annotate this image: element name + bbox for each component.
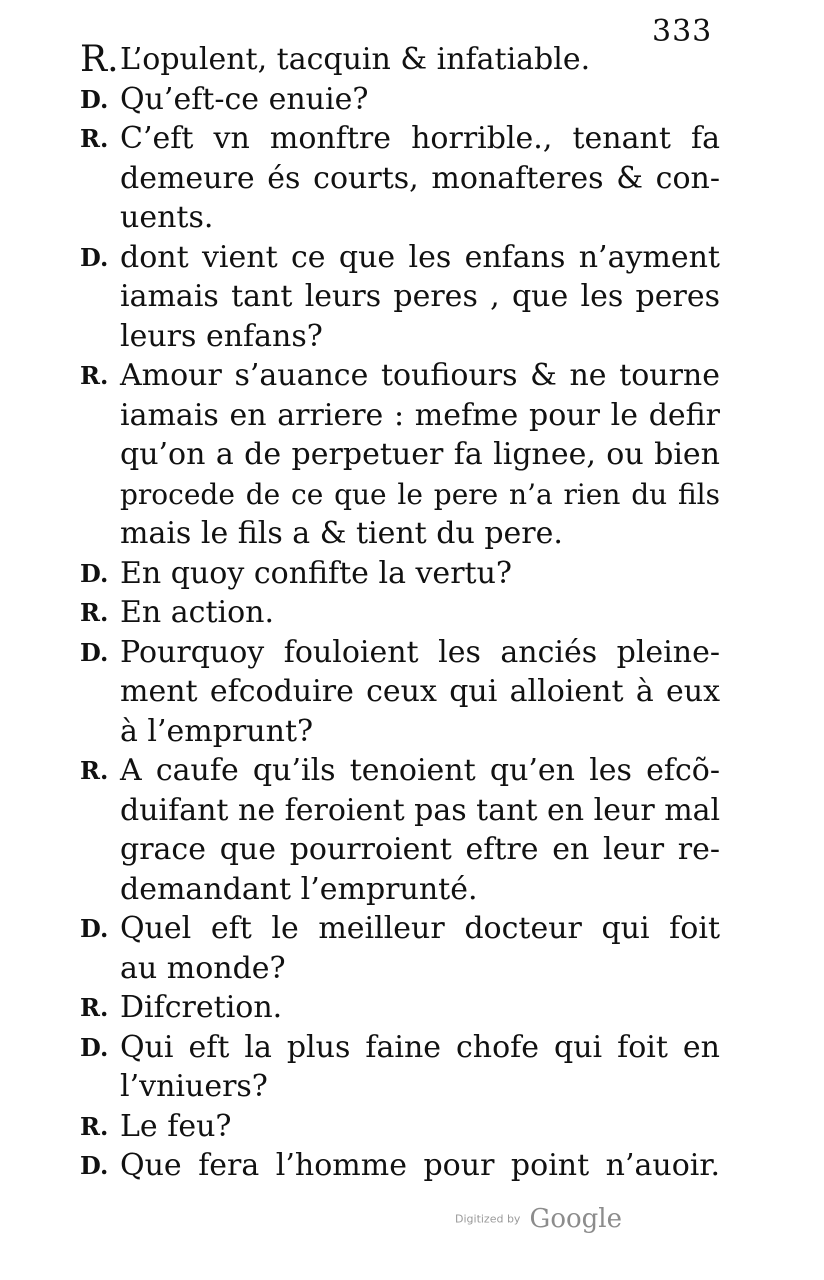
speaker-marker: R. xyxy=(80,124,109,153)
speaker-marker: D. xyxy=(80,1032,109,1062)
speaker-marker: R. xyxy=(80,598,109,627)
dialogue-entry xyxy=(80,80,720,120)
text-line: uents. xyxy=(120,200,214,235)
digitized-by-label: Digitized by xyxy=(455,1212,521,1226)
speaker-marker: R. xyxy=(80,1111,109,1141)
dialogue-entry xyxy=(80,1107,720,1147)
text-line: Qui eft la plus faine chofe qui foit en xyxy=(120,1029,720,1065)
text-line: qu’on a de perpetuer fa lignee, ou bien xyxy=(120,437,720,472)
dialogue-text xyxy=(80,40,720,1186)
text-line: En quoy confifte la vertu? xyxy=(120,555,512,591)
text-line: l’vniuers? xyxy=(120,1069,268,1104)
text-line: demandant l’emprunté. xyxy=(120,871,478,907)
text-line: demeure és courts, monafteres & con- xyxy=(120,160,720,196)
text-line: iamais en arriere : mefme pour le defir xyxy=(120,397,720,433)
speaker-marker: D. xyxy=(80,1151,109,1180)
dialogue-entry xyxy=(80,119,720,238)
speaker-marker: D. xyxy=(80,84,109,114)
text-line: au monde? xyxy=(120,950,286,986)
text-line: A caufe qu’ils tenoient qu’en les efcõ- xyxy=(120,753,720,788)
text-line: Le feu? xyxy=(120,1108,232,1144)
dialogue-entry xyxy=(80,633,720,752)
text-line: duifant ne feroient pas tant en leur mal xyxy=(120,792,721,828)
text-line: C’eft vn monftre horrible., tenant fa xyxy=(120,121,720,156)
speaker-marker: R. xyxy=(80,39,119,80)
dialogue-entry xyxy=(80,988,720,1028)
page-number: 333 xyxy=(652,14,713,49)
dialogue-entry xyxy=(80,40,720,80)
text-line: Difcretion. xyxy=(120,990,283,1025)
text-line: Que fera l’homme pour point n’auoir. xyxy=(120,1148,720,1183)
google-logo: Google xyxy=(529,1204,622,1234)
dialogue-entry xyxy=(80,356,720,554)
text-line: dont vient ce que les enfans n’ayment xyxy=(120,239,720,275)
digitization-watermark xyxy=(455,1204,622,1234)
text-line: à l’emprunt? xyxy=(120,713,314,749)
speaker-marker: D. xyxy=(80,637,109,667)
dialogue-entry xyxy=(80,593,720,633)
text-line: Qu’eft-ce enuie? xyxy=(120,81,369,117)
text-line: procede de ce que le pere n’a rien du fils xyxy=(120,477,720,511)
text-line: leurs enfans? xyxy=(120,318,323,354)
text-line: ment efcoduire ceux qui alloient à eux xyxy=(120,674,720,709)
dialogue-entry xyxy=(80,554,720,594)
dialogue-entry xyxy=(80,1028,720,1107)
dialogue-entry xyxy=(80,1146,720,1186)
speaker-marker: D. xyxy=(80,558,109,588)
text-line: En action. xyxy=(120,595,275,630)
text-line: grace que pourroient eftre en leur re- xyxy=(120,832,720,867)
text-line: Quel eft le meilleur docteur qui foit xyxy=(120,911,720,946)
text-line: Amour s’auance toufiours & ne tourne xyxy=(120,358,720,393)
dialogue-entry xyxy=(80,751,720,909)
text-line: Pourquoy fouloient les anciés pleine- xyxy=(120,634,720,670)
text-line: iamais tant leurs peres , que les peres xyxy=(120,279,720,314)
speaker-marker: D. xyxy=(80,914,109,943)
text-line: mais le fils a & tient du pere. xyxy=(120,516,563,551)
dialogue-entry xyxy=(80,909,720,988)
speaker-marker: R. xyxy=(80,993,109,1022)
speaker-marker: D. xyxy=(80,242,109,272)
speaker-marker: R. xyxy=(80,756,109,785)
text-line: L’opulent, tacquin & infatiable. xyxy=(120,42,591,77)
speaker-marker: R. xyxy=(80,361,109,390)
dialogue-entry xyxy=(80,238,720,357)
